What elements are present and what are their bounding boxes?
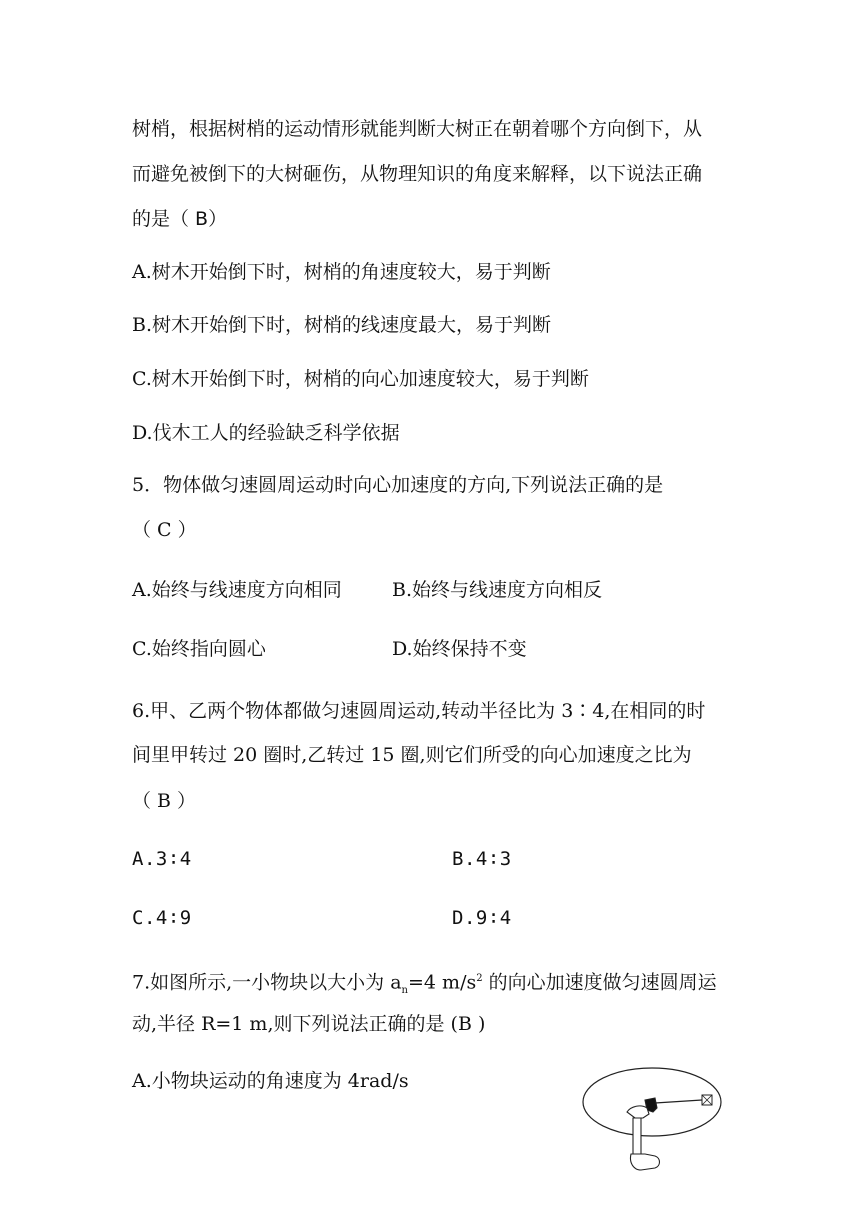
q4-stem-line-2: 而避免被倒下的大树砸伤，从物理知识的角度来解释，以下说法正确 bbox=[132, 163, 703, 185]
q7-stem-sup: 2 bbox=[476, 973, 483, 984]
q7-option-a: A.小物块运动的角速度为 4rad/s bbox=[132, 1070, 409, 1092]
q5-option-b: B.始终与线速度方向相反 bbox=[392, 579, 603, 601]
q4-option-d: D.伐木工人的经验缺乏科学依据 bbox=[132, 422, 400, 444]
q5-answer-line: （ C ） bbox=[132, 519, 197, 541]
q5-option-c: C.始终指向圆心 bbox=[132, 638, 266, 660]
q4-stem-line-1: 树梢，根据树梢的运动情形就能判断大树正在朝着哪个方向倒下，从 bbox=[132, 118, 703, 140]
q7-stem-line-1 bbox=[132, 965, 717, 1005]
q7-stem-mid: =4 m/s bbox=[408, 971, 477, 994]
circular-motion-figure bbox=[575, 1062, 735, 1180]
q5-option-d: D.始终保持不变 bbox=[392, 638, 527, 660]
q4-stem-line-3: 的是（ B） bbox=[132, 208, 228, 230]
q5-option-a: A.始终与线速度方向相同 bbox=[132, 579, 342, 601]
string-line bbox=[655, 1100, 702, 1103]
block-icon bbox=[702, 1095, 712, 1105]
q6-stem-line-1: 6.甲、乙两个物体都做匀速圆周运动,转动半径比为 3∶4,在相同的时 bbox=[132, 700, 706, 722]
q7-stem-post: 的向心加速度做匀速圆周运 bbox=[482, 971, 717, 994]
q6-answer-line: （ B ） bbox=[132, 790, 197, 812]
q4-option-b: B.树木开始倒下时，树梢的线速度最大，易于判断 bbox=[132, 314, 552, 336]
q6-option-b: B.4∶3 bbox=[452, 848, 512, 870]
q7-stem-pre: 7.如图所示,一小物块以大小为 a bbox=[132, 971, 402, 994]
q6-stem-line-2: 间里甲转过 20 圈时,乙转过 15 圈,则它们所受的向心加速度之比为 bbox=[132, 744, 692, 766]
q6-option-c: C.4∶9 bbox=[132, 907, 192, 929]
q4-option-c: C.树木开始倒下时，树梢的向心加速度较大，易于判断 bbox=[132, 368, 589, 390]
q6-option-d: D.9∶4 bbox=[452, 907, 512, 929]
q5-stem-line-1: 5．物体做匀速圆周运动时向心加速度的方向,下列说法正确的是 bbox=[132, 474, 664, 496]
q7-stem-line-2: 动,半径 R=1 m,则下列说法正确的是 (B ) bbox=[132, 1013, 486, 1035]
hand-icon bbox=[627, 1098, 660, 1170]
q7-stem-sub: n bbox=[401, 985, 408, 997]
q6-option-a: A.3∶4 bbox=[132, 848, 192, 870]
q4-option-a: A.树木开始倒下时，树梢的角速度较大，易于判断 bbox=[132, 261, 551, 283]
